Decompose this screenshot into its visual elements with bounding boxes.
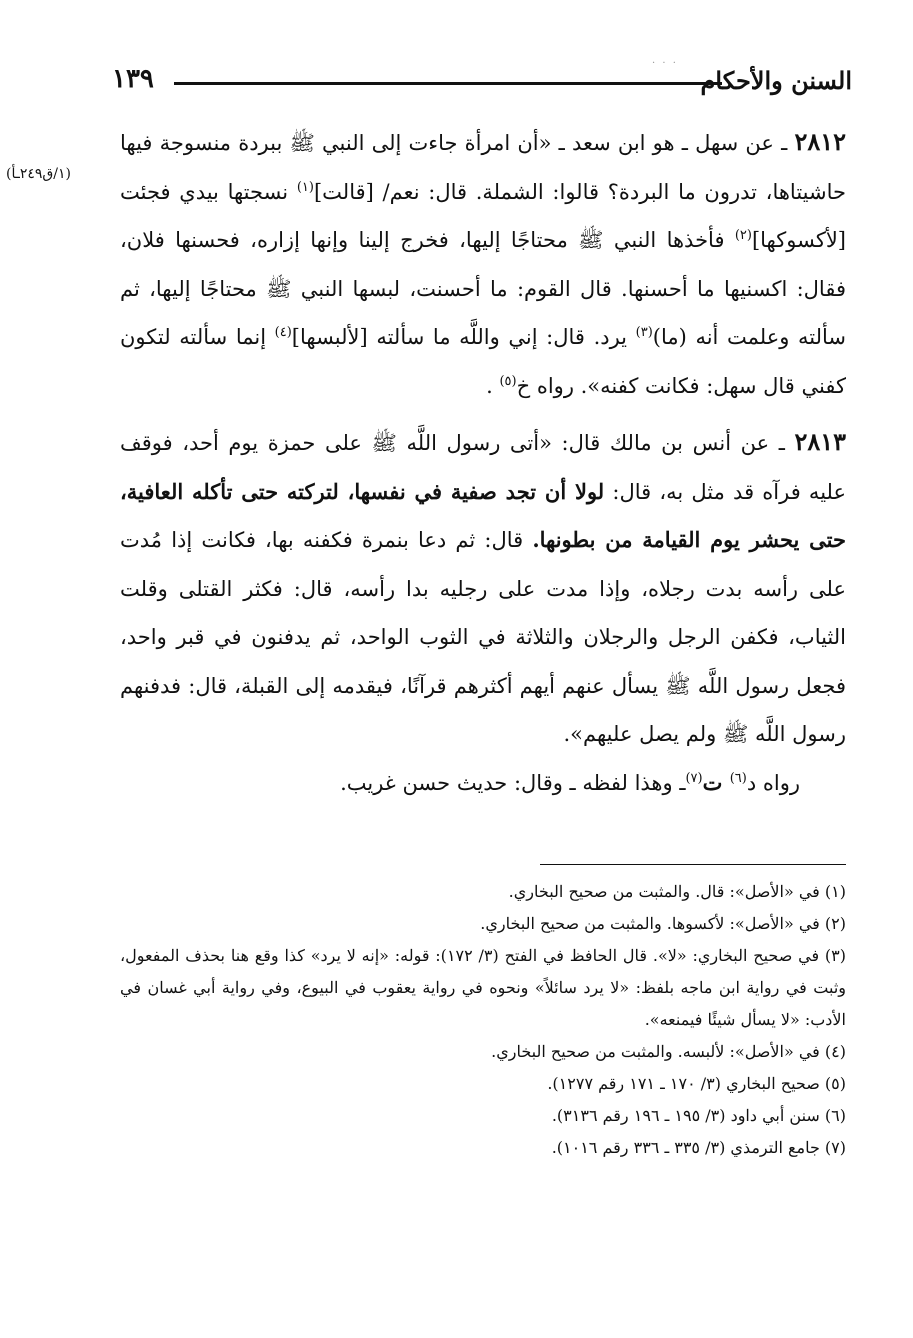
footnote-5: (٥) صحيح البخاري (٣/ ١٧٠ ـ ١٧١ رقم ١٢٧٧). — [547, 1074, 846, 1093]
footnotes — [120, 876, 846, 1164]
footnote-ref[interactable]: (٧) — [685, 770, 703, 786]
narration-line — [120, 759, 846, 808]
hadith-bold-quote: لولا أن تجد صفية في نفسها، لتركته حتى تأكله العافية، حتى يحشر يوم القيامة من بطونها. — [120, 478, 846, 552]
footnote-ref[interactable]: (٥) — [499, 373, 517, 389]
footnote-6: (٦) سنن أبي داود (٣/ ١٩٥ ـ ١٩٦ رقم ٣١٣٦). — [551, 1106, 846, 1125]
scan-speck: · · · — [652, 58, 678, 69]
page-header — [112, 62, 852, 102]
footnote-3: (٣) في صحيح البخاري: «لا». قال الحافظ في الفتح (٣/ ١٧٢): قوله: «إنه لا يرد» كذا وقع هنا بحذف المفعول، وثبت في رواية ابن ماجه بلفظ: «لا يرد سائلاً» ونحوه في رواية يعقوب في البيوع، وفي رواية أبي غسان في الأدب: «لا يسأل شيئًا فيمنعه». — [120, 946, 846, 1029]
hadith-text: ـ عن سهل ـ هو ابن سعد ـ «أن امرأة جاءت إلى النبي ﷺ ببردة منسوجة فيها حاشيتاها، تدرون ما البردة؟ قالوا: الشملة. قال: نعم/ [قالت] — [120, 131, 846, 204]
hadith-text: نسجتها بيدي فجئت [لأكسوكها] — [120, 179, 846, 252]
hadith-2812 — [120, 118, 846, 410]
margin-manuscript-ref: (١/ق٢٤٩ـأ) — [6, 166, 71, 182]
footnote-ref[interactable]: (١) — [296, 179, 314, 195]
hadith-text: ـ عن أنس بن مالك قال: «أتى رسول اللَّه ﷺ على حمزة يوم أحد، فوقف عليه فرآه قد مثل به، قال: — [120, 431, 847, 504]
page-number: ١٣٩ — [112, 64, 154, 94]
footnote-ref[interactable]: (٢) — [734, 228, 752, 243]
header-rule — [174, 82, 722, 85]
hadith-text: . — [486, 373, 500, 398]
footnote-ref[interactable]: (٤) — [274, 325, 292, 340]
main-text — [120, 118, 846, 807]
hadith-number: ٢٨١٢ — [794, 127, 846, 156]
narration-text: ـ وهذا لفظه ـ وقال: حديث حسن غريب. — [340, 770, 686, 795]
footnote-7: (٧) جامع الترمذي (٣/ ٣٣٥ ـ ٣٣٦ رقم ١٠١٦). — [551, 1138, 846, 1157]
footnote-divider — [540, 864, 846, 865]
footnote-1: (١) في «الأصل»: قال. والمثبت من صحيح البخاري. — [508, 882, 846, 901]
hadith-text: فأخذها النبي ﷺ محتاجًا إليها، فخرج إلينا وإنها إزاره، فحسنها فلان، فقال: اكسنيها ما أحسنها. قال القوم: ما أحسنت، لبسها النبي ﷺ محتاجًا إليها، ثم سألته وعلمت أنه (ما) — [120, 228, 846, 349]
hadith-2813 — [120, 418, 846, 759]
footnote-4: (٤) في «الأصل»: لألبسه. والمثبت من صحيح البخاري. — [491, 1042, 846, 1061]
footnote-ref[interactable]: (٦) — [729, 770, 747, 786]
hadith-text: قال: ثم دعا بنمرة فكفنه بها، فكانت إذا مُدت على رأسه بدت رجلاه، وإذا مدت على رجليه بدا رأسه، قال: فكثر القتلى وقلت الثياب، فكفن الرجل والرجلان والثلاثة في الثوب الواحد، ثم يدفنون في قبر واحد، فجعل رسول اللَّه ﷺ يسأل عنهم أيهم أكثرهم قرآنًا، فيقدمه إلى القبلة، قال: فدفنهم رسول اللَّه ﷺ ولم يصل عليهم». — [120, 528, 846, 746]
hadith-number: ٢٨١٣ — [794, 427, 846, 456]
footnote-2: (٢) في «الأصل»: لأكسوها. والمثبت من صحيح البخاري. — [480, 914, 846, 933]
footnote-ref[interactable]: (٣) — [635, 325, 653, 340]
narration-text: رواه د — [746, 770, 800, 795]
narration-text: ت — [702, 769, 730, 795]
running-title: السنن والأحكام — [700, 66, 852, 95]
hadith-text: إنما سألته لتكون كفني قال سهل: فكانت كفنه». رواه خ — [120, 325, 846, 398]
hadith-text: يرد. قال: إني واللَّه ما سألته [لألبسها] — [291, 325, 636, 349]
